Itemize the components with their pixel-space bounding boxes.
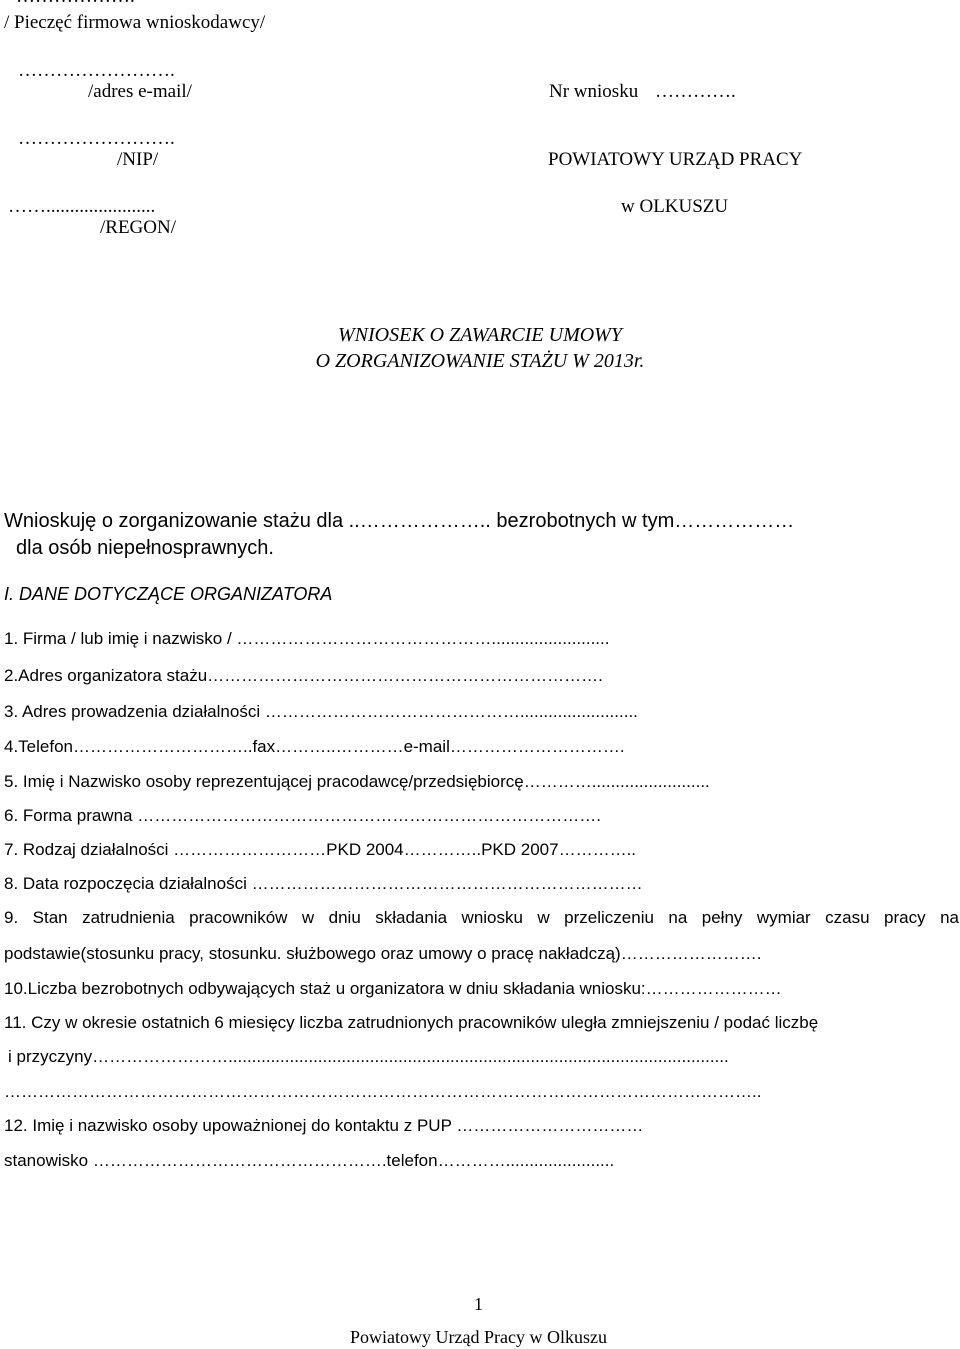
footer-office: Powiatowy Urząd Pracy w Olkuszu xyxy=(350,1327,607,1347)
form-title-line1: WNIOSEK O ZAWARCIE UMOWY xyxy=(338,324,622,346)
section-heading: I. DANE DOTYCZĄCE ORGANIZATORA xyxy=(4,584,333,604)
field-activity-type: 7. Rodzaj działalności ………………………PKD 2004…………..PKD 2007………….. xyxy=(4,840,637,859)
office-name-line2: w OLKUSZU xyxy=(621,196,729,217)
field-legal-form: 6. Forma prawna ………………………………………………………………………. xyxy=(4,806,601,825)
regon-label: /REGON/ xyxy=(100,217,176,238)
office-name-line1: POWIATOWY URZĄD PRACY xyxy=(548,149,803,170)
field-unemployed-count: 10.Liczba bezrobotnych odbywających staż u organizatora w dniu składania wniosku:…………………… xyxy=(4,979,782,998)
request-line1: Wnioskuję o zorganizowanie stażu dla ..……………….. bezrobotnych w tym……………… xyxy=(4,510,795,532)
field-contact: 4.Telefon…………………………..fax………..…………e-mail…………………………. xyxy=(4,737,625,756)
field-representative: 5. Imię i Nazwisko osoby reprezentującej pracodawcę/przedsiębiorcę…………......................... xyxy=(4,772,710,791)
request-line2: dla osób niepełnosprawnych. xyxy=(16,537,274,559)
field-employment-line1: 9. Stan zatrudnienia pracowników w dniu składania wniosku w przeliczeniu na pełny wymiar czasu pracy na xyxy=(4,908,959,927)
request-number-text: Nr wniosku xyxy=(549,81,639,102)
nip-label: /NIP/ xyxy=(117,149,159,170)
page-number: 1 xyxy=(474,1294,483,1314)
email-label: /adres e-mail/ xyxy=(88,81,192,102)
field-company-name: 1. Firma / lub imię i nazwisko / ………………………………………......................... xyxy=(4,629,610,648)
field-contact-position: stanowisko …………………………………………….telefon…………....................... xyxy=(4,1151,615,1170)
form-title-line2: O ZORGANIZOWANIE STAŻU W 2013r. xyxy=(315,350,645,372)
field-start-date: 8. Data rozpoczęcia działalności …………………………………………………………… xyxy=(4,874,643,893)
field-employment-line2: podstawie(stosunku pracy, stosunku. służbowego oraz umowy o pracę nakładczą)……………………. xyxy=(4,944,762,963)
field-employment xyxy=(4,909,959,926)
field-organizer-address: 2.Adres organizatora stażu……………………………………………………………. xyxy=(4,666,603,685)
field-business-address: 3. Adres prowadzenia działalności ………………………………………......................... xyxy=(4,702,638,721)
nip-dots: ……………………. xyxy=(18,128,175,149)
request-number-label xyxy=(549,81,736,103)
stamp-label: / Pieczęć firmowa wnioskodawcy/ xyxy=(4,12,266,33)
field-contact-person: 12. Imię i nazwisko osoby upoważnionej do kontaktu z PUP …………………………… xyxy=(4,1116,644,1135)
stamp-dots xyxy=(16,0,135,8)
email-dots: ……………………. xyxy=(18,60,175,81)
regon-dots: ……....................... xyxy=(8,196,156,217)
field-staff-reduction-line3: …………………………………………………………………………………………………………………….. xyxy=(4,1082,762,1101)
field-staff-reduction: 11. Czy w okresie ostatnich 6 miesięcy liczba zatrudnionych pracowników uległa zmniejszeniu / podać liczbę xyxy=(4,1013,819,1032)
request-number-dots: …………. xyxy=(654,81,736,102)
field-staff-reduction-line2: i przyczyny…………………….......................................................................................................... xyxy=(8,1047,729,1066)
